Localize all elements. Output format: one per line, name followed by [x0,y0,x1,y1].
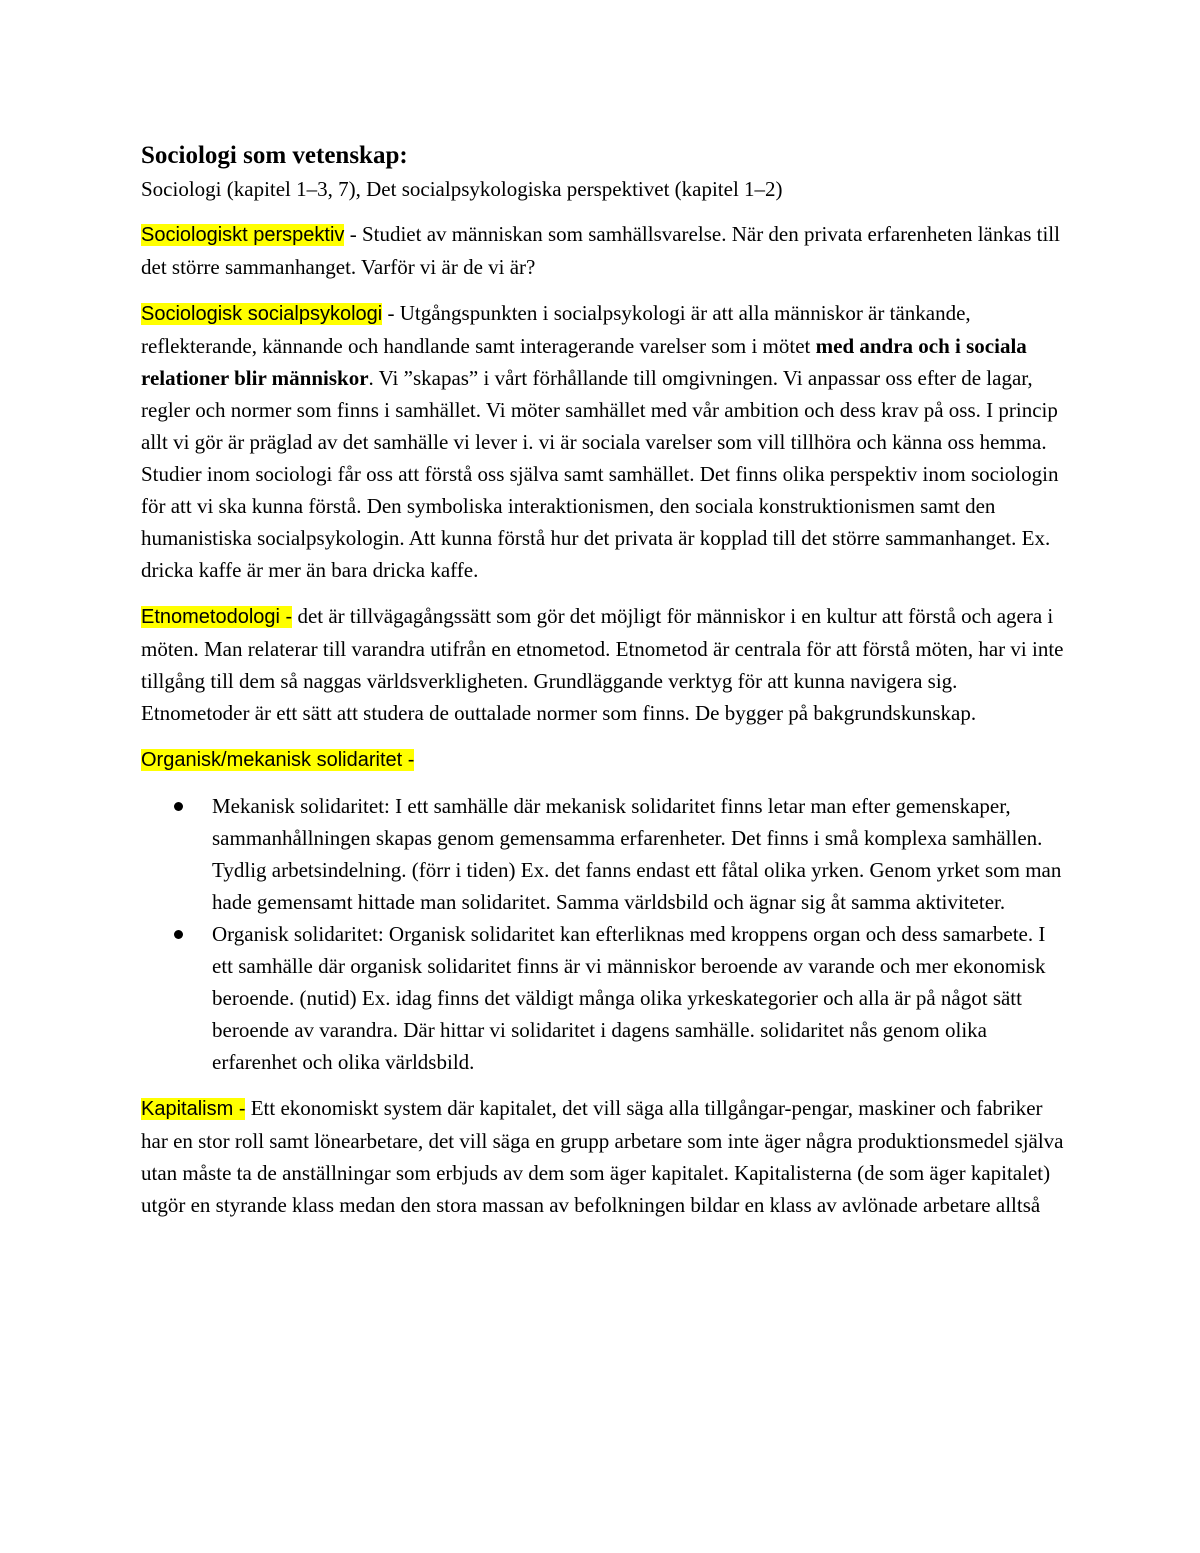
term-separator: - [382,301,400,325]
term-highlight: Sociologisk socialpsykologi [141,303,383,325]
section-sociologiskt-perspektiv [141,218,1071,283]
list-item-text: Mekanisk solidaritet: I ett samhälle där mekanisk solidaritet finns letar man efter gemenskaper, sammanhållningen skapas genom gemensamma erfarenheter. Det finns i små komplexa samhällen. Tydlig arbetsindelning. (förr i tiden) Ex. det fanns endast ett fåtal olika yrken. Genom yrket som man hade gemensamt hittade man solidaritet. Samma världsbild och ägnar sig åt samma aktiviteter. [212,794,1062,914]
section-text: Ett ekonomiskt system där kapitalet, det vill säga alla tillgångar-pengar, maskiner och fabriker har en stor roll samt lönearbetare, det vill säga en grupp arbetare som inte äger några produktionsmedel själva utan måste ta de anställningar som erbjuds av dem som äger kapitalet. Kapitalisterna (de som äger kapitalet) utgör en styrande klass medan den stora massan av befolkningen bildar en klass av avlönade arbetare alltså [141,1096,1064,1217]
list-item [141,790,1071,918]
bullet-icon [174,930,183,939]
section-text: Utgångspunkten i socialpsykologi är att alla människor är tänkande, reflekterande, kännande och handlande samt interagerande varelser som i mötet [141,301,971,358]
section-etnometodologi [141,600,1071,729]
section-text-bold: med andra och i sociala relationer blir människor [141,334,1027,390]
section-solidaritet-heading [141,743,1071,776]
term-highlight: Etnometodologi - [141,606,293,628]
term-highlight: Organisk/mekanisk solidaritet - [141,749,415,771]
term-highlight: Sociologiskt perspektiv [141,224,345,246]
term-highlight: Kapitalism - [141,1098,246,1120]
section-kapitalism [141,1092,1071,1221]
bullet-icon [174,802,183,811]
document-title: Sociologi som vetenskap: [141,142,408,169]
section-text-continued: . Vi ”skapas” i vårt förhållande till omgivningen. Vi anpassar oss efter de lagar, regler och normer som finns i samhället. Vi möter samhället med vår ambition och dess krav på oss. I princip allt vi gör är präglad av det samhälle vi lever i. vi är sociala varelser som vill tillhöra och känna oss hemma. Studier inom sociologi får oss att förstå oss själva samt samhället. Det finns olika perspektiv inom sociologin för att vi ska kunna förstå. Den symboliska interaktionismen, den sociala konstruktionismen samt den humanistiska socialpsykologin. Att kunna förstå hur det privata är kopplad till det större sammanhanget. Ex. dricka kaffe är mer än bara dricka kaffe. [141,366,1059,582]
list-item-text: Organisk solidaritet: Organisk solidaritet kan efterliknas med kroppens organ och dess samarbete. I ett samhälle där organisk solidaritet finns är vi människor beroende av varande och mer ekonomisk beroende. (nutid) Ex. idag finns det väldigt många olika yrkeskategorier och alla är på något sätt beroende av varandra. Där hittar vi solidaritet i dagens samhälle. solidaritet nås genom olika erfarenhet och olika världsbild. [212,922,1046,1074]
section-text: det är tillvägagångssätt som gör det möjligt för människor i en kultur att förstå och agera i möten. Man relaterar till varandra utifrån en etnometod. Etnometod är centrala för att förstå möten, har vi inte tillgång till dem så naggas världsverkligheten. Grundläggande verktyg för att kunna navigera sig. Etnometoder är ett sätt att studera de outtalade normer som finns. De bygger på bakgrundskunskap. [141,604,1064,725]
document-page [141,138,1071,1235]
term-separator: - [344,222,362,246]
section-sociologisk-socialpsykologi [141,297,1071,586]
list-item [141,918,1071,1078]
section-text: Studiet av människan som samhällsvarelse. När den privata erfarenheten länkas till det större sammanhanget. Varför vi är de vi är? [141,222,1060,279]
document-subtitle: Sociologi (kapitel 1–3, 7), Det socialpsykologiska perspektivet (kapitel 1–2) [141,177,783,201]
solidaritet-bullet-list [141,790,1071,1078]
